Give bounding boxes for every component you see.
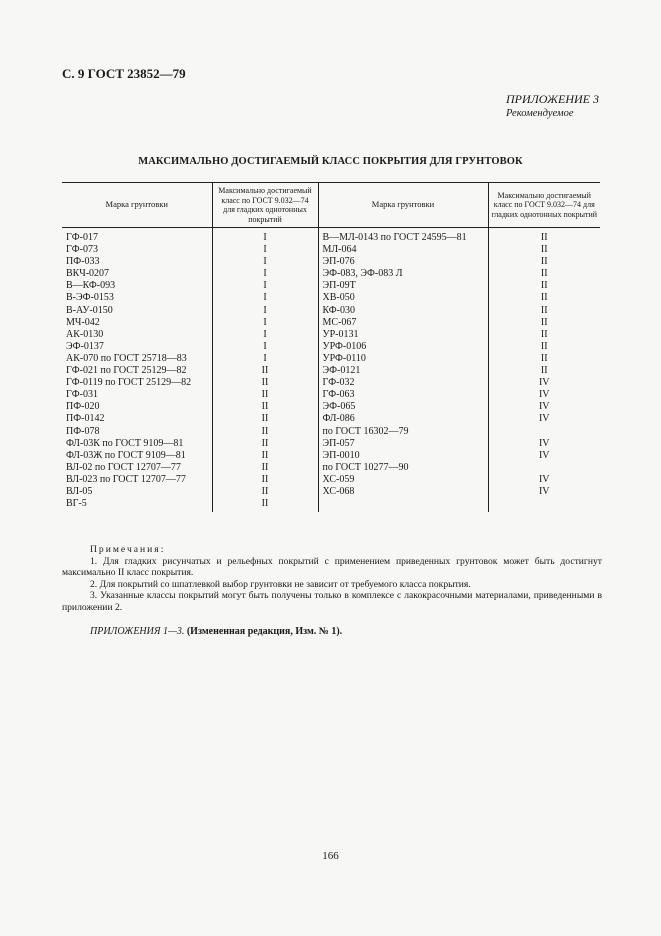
cell-class-left: II [212, 498, 318, 512]
table-row [62, 292, 600, 304]
cell-class-left: I [212, 280, 318, 292]
cell-class-right: II [488, 341, 600, 353]
cell-brand-left: ВЛ-023 по ГОСТ 12707—77 [66, 473, 186, 485]
cell-class-right [488, 498, 600, 512]
table-row [62, 256, 600, 268]
cell-brand-right: УРФ-0106 [318, 341, 488, 353]
cell-class-right: II [488, 365, 600, 377]
table-row [62, 438, 600, 450]
cell-class-left: I [212, 268, 318, 280]
table-row [62, 450, 600, 462]
header-class-left: Максимально достигаемый класс по ГОСТ 9.032—74 для гладких однотонных покрытий [212, 183, 318, 228]
cell-brand-left: ПФ-033 [66, 256, 100, 268]
cell-class-right: II [488, 317, 600, 329]
notes-title: Примечания: [90, 544, 166, 555]
footnote-text: (Измененная редакция, Изм. № 1). [186, 626, 343, 637]
cell-class-right: II [488, 305, 600, 317]
table-row [62, 317, 600, 329]
cell-class-left: I [212, 329, 318, 341]
cell-class-left: II [212, 462, 318, 474]
appendix-label: ПРИЛОЖЕНИЕ 3 [506, 92, 599, 106]
amendment-footnote [90, 626, 342, 637]
cell-brand-right: ЭП-0010 [318, 450, 488, 462]
cell-class-left: II [212, 413, 318, 425]
cell-brand-right [318, 498, 488, 512]
footnote-ref: ПРИЛОЖЕНИЯ 1—3. [90, 626, 185, 637]
cell-class-right: II [488, 256, 600, 268]
note-item: 2. Для покрытий со шпатлевкой выбор грунтовки не зависит от требуемого класса покрытия. [90, 578, 471, 590]
cell-brand-right: ГФ-063 [318, 389, 488, 401]
cell-brand-right: В—МЛ-0143 по ГОСТ 24595—81 [318, 228, 488, 245]
cell-class-right: IV [488, 450, 600, 462]
page-header: С. 9 ГОСТ 23852—79 [62, 66, 186, 81]
cell-brand-left: ВКЧ-0207 [66, 268, 110, 280]
cell-brand-left: ЭФ-0137 [66, 340, 104, 352]
cell-brand-right: по ГОСТ 16302—79 [318, 426, 488, 438]
cell-brand-right: ХС-059 [318, 474, 488, 486]
cell-brand-left: ВЛ-05 [66, 485, 93, 497]
cell-brand-right: по ГОСТ 10277—90 [318, 462, 488, 474]
table-row [62, 305, 600, 317]
table-row [62, 462, 600, 474]
note-item: 1. Для гладких рисунчатых и рельефных покрытий с применением приведенных грунтовок может быть достигнут максимально II класс покрытия. [62, 555, 602, 579]
cell-brand-right: ЭП-057 [318, 438, 488, 450]
table-row [62, 329, 600, 341]
cell-class-right: IV [488, 401, 600, 413]
cell-brand-left: ВЛ-02 по ГОСТ 12707—77 [66, 461, 181, 473]
table-row [62, 365, 600, 377]
cell-brand-left: ПФ-020 [66, 401, 100, 413]
cell-brand-left: В-ЭФ-0153 [66, 292, 114, 304]
note-item: 3. Указанные классы покрытий могут быть получены только в комплексе с лакокрасочными материалами, приведенными в приложении 2. [62, 590, 602, 613]
cell-brand-left: В-АУ-0150 [66, 304, 113, 316]
cell-class-left: II [212, 401, 318, 413]
cell-class-left: I [212, 317, 318, 329]
cell-brand-left: АК-070 по ГОСТ 25718—83 [66, 352, 187, 364]
cell-class-right: IV [488, 486, 600, 498]
cell-brand-right: ХВ-050 [318, 292, 488, 304]
table-row [62, 426, 600, 438]
cell-brand-right: ЭФ-083, ЭФ-083 Л [318, 268, 488, 280]
cell-brand-right: МЛ-064 [318, 244, 488, 256]
cell-class-right: II [488, 228, 600, 245]
cell-class-left: II [212, 389, 318, 401]
table-row [62, 244, 600, 256]
cell-brand-left: МЧ-042 [66, 316, 100, 328]
cell-brand-left: ГФ-031 [66, 389, 99, 401]
cell-brand-right: ЭФ-065 [318, 401, 488, 413]
cell-class-left: II [212, 450, 318, 462]
table-header-row [62, 183, 600, 228]
cell-brand-right: ГФ-032 [318, 377, 488, 389]
table-row [62, 268, 600, 280]
cell-class-right [488, 462, 600, 474]
cell-brand-right: ЭП-09Т [318, 280, 488, 292]
cell-class-right: II [488, 292, 600, 304]
cell-brand-left: ПФ-0142 [66, 413, 105, 425]
primer-class-table [62, 182, 600, 512]
cell-class-left: I [212, 256, 318, 268]
cell-class-left: II [212, 426, 318, 438]
cell-class-left: I [212, 228, 318, 245]
cell-brand-right: УРФ-0110 [318, 353, 488, 365]
cell-class-left: II [212, 365, 318, 377]
header-brand-left: Марка грунтовки [62, 183, 212, 228]
cell-brand-right: ХС-068 [318, 486, 488, 498]
cell-brand-right: МС-067 [318, 317, 488, 329]
cell-class-left: II [212, 377, 318, 389]
cell-brand-left: ГФ-017 [66, 232, 99, 243]
table-row [62, 377, 600, 389]
cell-brand-right: ФЛ-086 [318, 413, 488, 425]
page-number: 166 [322, 850, 339, 862]
table-row [62, 280, 600, 292]
table-title: МАКСИМАЛЬНО ДОСТИГАЕМЫЙ КЛАСС ПОКРЫТИЯ ДЛЯ ГРУНТОВОК [138, 156, 523, 167]
cell-class-right: IV [488, 413, 600, 425]
table-row [62, 474, 600, 486]
cell-brand-left: ГФ-0119 по ГОСТ 25129—82 [66, 377, 192, 389]
table-row [62, 413, 600, 425]
cell-class-right: IV [488, 438, 600, 450]
cell-brand-left: ВГ-5 [66, 498, 87, 510]
cell-brand-right: УР-0131 [318, 329, 488, 341]
cell-brand-left: ФЛ-03Ж по ГОСТ 9109—81 [66, 449, 186, 461]
table-row [62, 341, 600, 353]
table-row [62, 353, 600, 365]
notes-block [62, 544, 602, 614]
cell-class-left: II [212, 438, 318, 450]
cell-brand-left: ГФ-021 по ГОСТ 25129—82 [66, 365, 187, 377]
cell-brand-left: ФЛ-03К по ГОСТ 9109—81 [66, 437, 184, 449]
cell-class-right: II [488, 244, 600, 256]
header-brand-right: Марка грунтовки [318, 183, 488, 228]
cell-class-right: II [488, 280, 600, 292]
appendix-status: Рекомендуемое [506, 108, 574, 119]
table-body [62, 228, 600, 513]
cell-brand-right: КФ-030 [318, 305, 488, 317]
appendix-label-block [506, 92, 599, 119]
cell-class-right: II [488, 353, 600, 365]
cell-class-right: II [488, 329, 600, 341]
cell-brand-left: ГФ-073 [66, 244, 99, 256]
cell-brand-right: ЭФ-0121 [318, 365, 488, 377]
cell-class-left: I [212, 341, 318, 353]
cell-class-right: IV [488, 389, 600, 401]
cell-class-left: I [212, 353, 318, 365]
cell-brand-left: ПФ-078 [66, 425, 100, 437]
cell-class-left: I [212, 305, 318, 317]
cell-class-right: IV [488, 474, 600, 486]
cell-class-left: I [212, 244, 318, 256]
cell-brand-left: В—КФ-093 [66, 280, 116, 292]
cell-class-right: II [488, 268, 600, 280]
table-row [62, 498, 600, 512]
table-row [62, 389, 600, 401]
cell-class-left: II [212, 486, 318, 498]
header-class-right: Максимально достигаемый класс по ГОСТ 9.032—74 для гладких однотонных покрытий [488, 183, 600, 228]
cell-class-left: II [212, 474, 318, 486]
table-row [62, 228, 600, 245]
cell-class-right [488, 426, 600, 438]
cell-brand-right: ЭП-076 [318, 256, 488, 268]
cell-brand-left: АК-0130 [66, 328, 104, 340]
table-row [62, 486, 600, 498]
cell-class-left: I [212, 292, 318, 304]
table-row [62, 401, 600, 413]
cell-class-right: IV [488, 377, 600, 389]
